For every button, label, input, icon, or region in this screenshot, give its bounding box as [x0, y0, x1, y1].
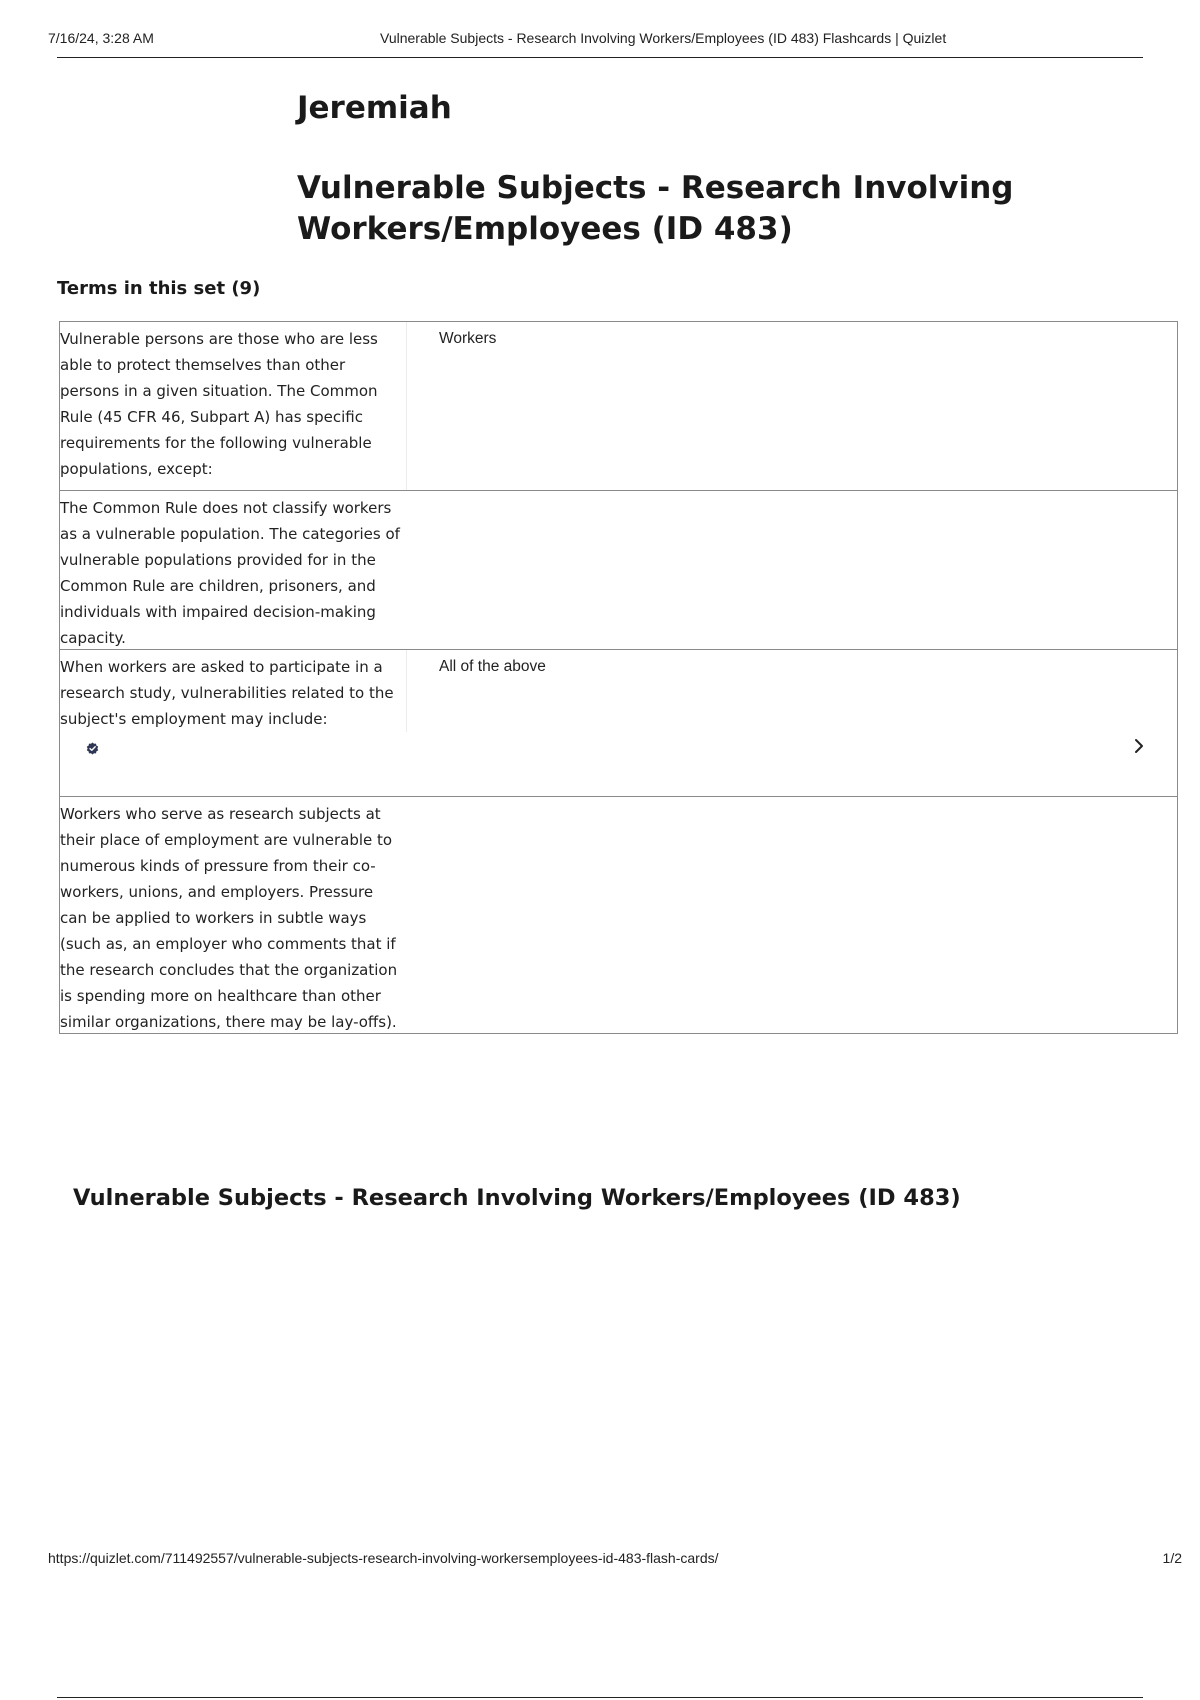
verified-badge-icon	[86, 740, 99, 753]
section-title[interactable]: Vulnerable Subjects - Research Involving Workers/Employees (ID 483)	[73, 1185, 961, 1211]
page-number: 1/2	[1162, 1550, 1182, 1566]
definition-text: All of the above	[439, 658, 546, 675]
terms-count-heading: Terms in this set (9)	[57, 278, 261, 299]
definition-text: Workers	[439, 330, 497, 347]
term-card	[60, 490, 1177, 649]
header-rule	[57, 57, 1143, 58]
page-url: https://quizlet.com/711492557/vulnerable-subjects-research-involving-workersemployees-id-483-flash-cards/	[48, 1550, 719, 1566]
print-datetime: 7/16/24, 3:28 AM	[48, 30, 154, 46]
term-card	[60, 796, 1177, 1033]
term-card	[60, 322, 1177, 490]
terms-list	[59, 321, 1178, 1034]
column-divider	[406, 650, 407, 732]
term-card	[60, 649, 1177, 796]
print-document-title: Vulnerable Subjects - Research Involving Workers/Employees (ID 483) Flashcards | Quizlet	[380, 30, 947, 46]
term-text: Vulnerable persons are those who are less able to protect themselves than other persons in a given situation. The Common Rule (45 CFR 46, Subpart A) has specific requirements for the following vulnerable populations, except:	[60, 330, 378, 478]
author-name[interactable]: Jeremiah	[297, 90, 452, 126]
column-divider	[406, 322, 407, 490]
term-text: Workers who serve as research subjects at their place of employment are vulnerable to numerous kinds of pressure from their co-workers, unions, and employers. Pressure can be applied to workers in subtle ways (such as, an employer who comments that if the research concludes that the organization is spending more on healthcare than other similar organizations, there may be lay-offs).	[60, 805, 398, 1031]
page-title: Vulnerable Subjects - Research Involving Workers/Employees (ID 483)	[297, 170, 1014, 247]
print-header	[48, 28, 1148, 58]
chevron-right-icon	[1127, 734, 1151, 758]
footer-rule	[57, 1697, 1143, 1698]
term-text: When workers are asked to participate in a research study, vulnerabilities related to the subject's employment may include:	[60, 658, 394, 728]
next-card-button[interactable]	[1127, 734, 1151, 758]
term-text: The Common Rule does not classify workers as a vulnerable population. The categories of vulnerable populations provided for in the Common Rule are children, prisoners, and individuals with impaired decision-making capacity.	[60, 499, 400, 647]
